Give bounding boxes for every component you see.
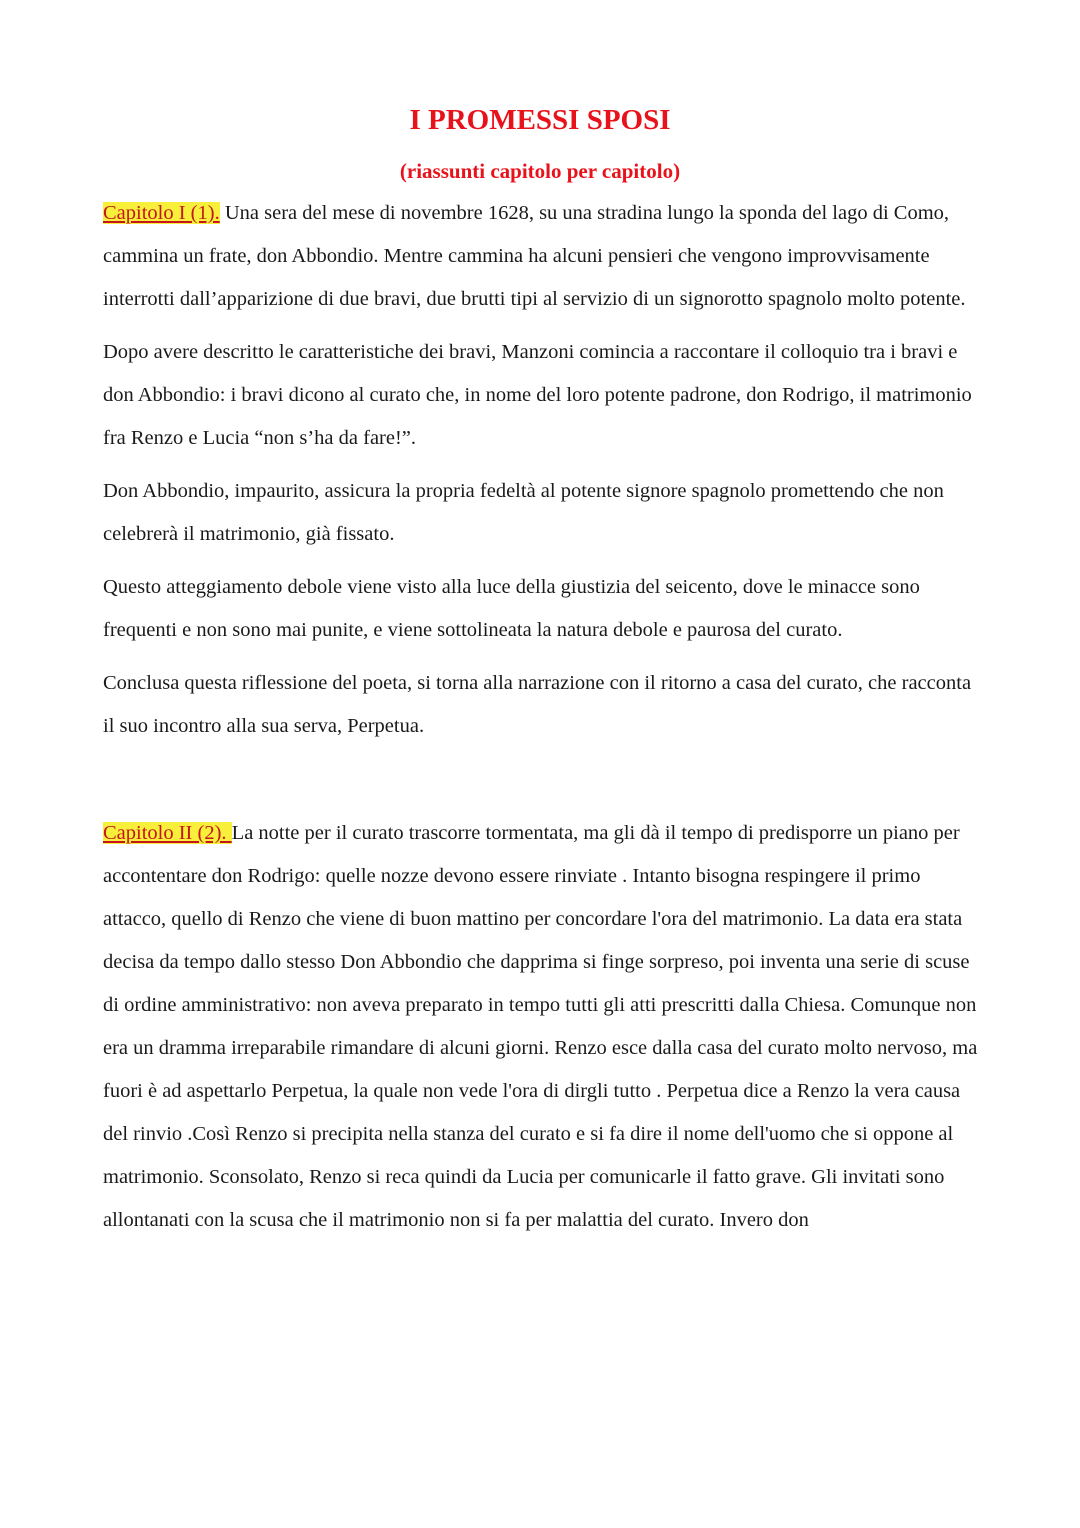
chapter-2-label: Capitolo II (2).	[103, 822, 232, 844]
chapter-1-label: Capitolo I (1).	[103, 202, 220, 224]
section-spacer	[103, 758, 983, 812]
chapter-1-paragraph-4: Questo atteggiamento debole viene visto alla luce della giustizia del seicento, dove le minacce sono frequenti e non sono mai punite, e viene sottolineata la natura debole e paurosa del curato.	[103, 576, 920, 641]
chapter-2-text: La notte per il curato trascorre tormentata, ma gli dà il tempo di predisporre un piano per accontentare don Rodrigo: quelle nozze devono essere rinviate . Intanto bisogna respingere il primo attacco, quello di Renzo che viene di buon mattino per concordare l'ora del matrimonio. La data era stata decisa da tempo dallo stesso Don Abbondio che dapprima si finge sorpreso, poi inventa una serie di scuse di ordine amministrativo: non aveva preparato in tempo tutti gli atti prescritti dalla Chiesa. Comunque non era un dramma irreparabile rimandare di alcuni giorni. Renzo esce dalla casa del curato molto nervoso, ma fuori è ad aspettarlo Perpetua, la quale non vede l'ora di dirgli tutto . Perpetua dice a Renzo la vera causa del rinvio .Così Renzo si precipita nella stanza del curato e si fa dire il nome dell'uomo che si oppone al matrimonio. Sconsolato, Renzo si reca quindi da Lucia per comunicarle il fatto grave. Gli invitati sono allontanati con la scusa che il matrimonio non si fa per malattia del curato. Invero don	[103, 822, 978, 1231]
document-title: I PROMESSI SPOSI	[409, 104, 671, 136]
chapter-1-paragraph-3: Don Abbondio, impaurito, assicura la propria fedeltà al potente signore spagnolo promettendo che non celebrerà il matrimonio, già fissato.	[103, 480, 944, 545]
chapter-1-paragraph-2: Dopo avere descritto le caratteristiche dei bravi, Manzoni comincia a raccontare il colloquio tra i bravi e don Abbondio: i bravi dicono al curato che, in nome del loro potente padrone, don Rodrigo, il matrimonio fra Renzo e Lucia “non s’ha da fare!”.	[103, 341, 972, 449]
chapter-1-paragraph-5: Conclusa questa riflessione del poeta, si torna alla narrazione con il ritorno a casa del curato, che racconta il suo incontro alla sua serva, Perpetua.	[103, 672, 972, 737]
document-body	[103, 192, 983, 1252]
chapter-2-paragraph	[103, 812, 983, 1242]
chapter-1-intro-paragraph	[103, 192, 983, 321]
document-subtitle: (riassunti capitolo per capitolo)	[399, 159, 681, 183]
chapter-1-intro-text: Una sera del mese di novembre 1628, su una stradina lungo la sponda del lago di Como, cammina un frate, don Abbondio. Mentre cammina ha alcuni pensieri che vengono improvvisamente interrotti dall’apparizione di due bravi, due brutti tipi al servizio di un signorotto spagnolo molto potente.	[103, 202, 966, 310]
